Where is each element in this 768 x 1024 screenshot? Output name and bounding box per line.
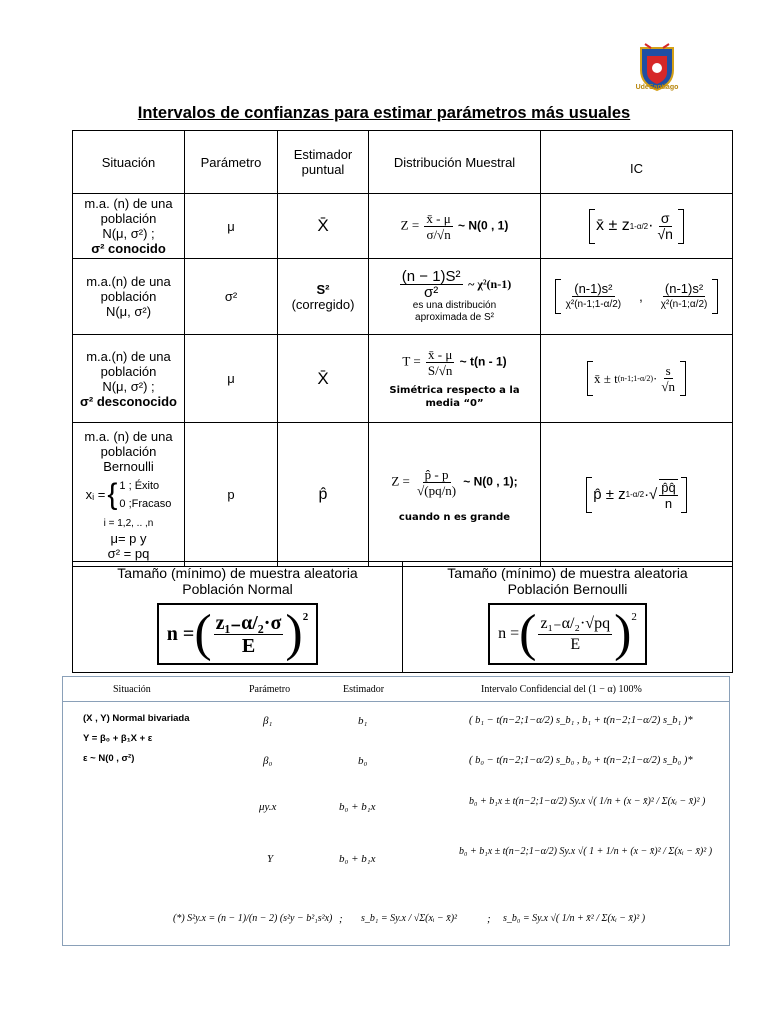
regression-estimator: b₁ (358, 715, 368, 727)
section-title: Tamaño (mínimo) de muestra aleatoria (117, 565, 358, 581)
brace-icon: { (107, 478, 118, 511)
situation-line: μ= p y (110, 530, 147, 546)
formula-exponent: 2 (631, 611, 637, 623)
parameter-cell: p (185, 423, 278, 567)
section-title: Tamaño (mínimo) de muestra aleatoria (447, 565, 688, 581)
footnote-separator: ; (487, 913, 491, 925)
table-row (73, 194, 733, 259)
regression-param: β₀ (263, 755, 273, 767)
footnote-sb1: s_b₁ = Sy.x / √Σ(xᵢ − x̄)² (361, 913, 458, 924)
table-row (73, 423, 733, 567)
fraction-numerator: p̂ - p (424, 466, 449, 482)
situation-line: población (100, 289, 157, 304)
situation-line: σ² conocido (91, 241, 166, 256)
situation-line: N(μ, σ²) ; (102, 226, 155, 241)
indicator-label: xᵢ = (85, 487, 106, 502)
fraction-denominator: √(pq/n) (417, 482, 457, 498)
ic-separator: , (639, 289, 643, 304)
regression-param: μy.x (259, 801, 277, 813)
situation-line: σ² desconocido (79, 393, 177, 409)
ic-left: x̄ ± t (593, 370, 618, 386)
distribution-cell (369, 335, 541, 423)
ic-expression: x̄ ± t (n-1;1-α/2) · $\frac{s}{√n}$ (587, 361, 686, 396)
situation-cell (73, 423, 185, 567)
distribution-note: cuando n es grande (398, 511, 511, 523)
fraction-denominator: S/√n (427, 363, 453, 378)
distribution-label: Z = (391, 472, 410, 488)
footnote-sb0: s_b₀ = Sy.x √( 1/n + x̄² / Σ(xᵢ − x̄)² ) (503, 913, 646, 924)
ic-fraction (659, 479, 677, 511)
regression-interval: ( b₁ − t(n−2;1−α/2) s_b₁ , b₁ + t(n−2;1−α/2) s_b₁ )* (469, 715, 693, 726)
footnote-separator: ; (339, 913, 343, 925)
ic-fraction-lower (564, 281, 623, 312)
distribution-fraction (424, 211, 452, 242)
parameter-cell: μ (185, 335, 278, 423)
parameter-cell: μ (185, 194, 278, 259)
situation-cell (73, 335, 185, 423)
sample-size-formula: n = ( $\frac{\text{z₁₋α/₂·σ}}{E}$ ) 2 (157, 603, 318, 665)
indicator-definition (76, 477, 181, 513)
fraction-denominator: χ²(n-1;1-α/2) (565, 299, 622, 310)
formula-lhs: n = (498, 625, 520, 642)
parameter-cell: σ² (185, 259, 278, 335)
fraction-numerator: p̂q̂ (661, 479, 676, 495)
distribution-fraction (426, 347, 454, 378)
situation-line: m.a. (n) de una (84, 428, 173, 444)
ic-left: p̂ ± z (593, 486, 626, 503)
ic-expression (555, 279, 719, 314)
distribution-law: ~ N(0 , 1); (463, 473, 518, 488)
ic-expression: x̄ ± z 1-α/2 · $\frac{\sigma}{√n}$ (589, 209, 684, 244)
fraction-numerator: σ (660, 209, 670, 226)
ic-subscript: 1-α/2 (629, 221, 649, 231)
distribution-cell (369, 194, 541, 259)
distribution-label: Z = (400, 216, 420, 232)
distribution-law: ~ t(n - 1) (459, 354, 507, 369)
header-distribution: Distribución Muestral (369, 131, 541, 194)
situation-line: m.a.(n) de una (86, 274, 171, 289)
distribution-law: ~ χ²(n-1) (468, 276, 512, 291)
sample-size-normal (73, 562, 403, 673)
situation-line: m.a.(n) de una (86, 348, 171, 364)
ic-cell (541, 259, 733, 335)
fraction-numerator: x̄ - μ (426, 210, 451, 226)
fraction-numerator: x̄ - μ (427, 347, 453, 362)
situation-line: población (100, 363, 157, 379)
regression-estimator: b₀ + b₁x (339, 853, 376, 865)
fraction-numerator: (n − 1)S² (401, 268, 461, 285)
fraction-denominator: √n (661, 379, 676, 394)
section-subtitle: Población Bernoulli (507, 581, 628, 597)
estimator-cell: X̄ (278, 335, 369, 423)
distribution-fraction (415, 467, 458, 498)
fraction-denominator: E (241, 634, 256, 657)
distribution-label: T = (402, 353, 421, 369)
situation-line: población (100, 211, 157, 226)
sample-size-table (72, 561, 733, 673)
fraction-denominator: σ/√n (426, 226, 451, 242)
distribution-cell (369, 259, 541, 335)
ic-subscript: (n-1;1-α/2) (617, 374, 654, 383)
regression-table (62, 676, 730, 946)
regression-interval: b₀ + b₁x ± t(n−2;1−α/2) Sy.x √( 1/n + (x − x̄)² / Σ(xᵢ − x̄)² ) (469, 796, 706, 807)
formula-fraction (538, 614, 612, 655)
formula-lhs: n = (166, 623, 195, 645)
estimator-cell: X̄ (278, 194, 369, 259)
regression-interval: ( b₀ − t(n−2;1−α/2) s_b₀ , b₀ + t(n−2;1−α/2) s_b₀ )* (469, 755, 693, 766)
regression-estimator: b₀ + b₁x (339, 801, 376, 813)
confidence-interval-table (72, 130, 733, 567)
distribution-note: Simétrica respecto a la media “0” (389, 385, 520, 409)
ic-left: x̄ ± z (596, 217, 630, 234)
indicator-case: 0 ;Fracaso (119, 497, 172, 510)
ic-cell (541, 194, 733, 259)
situation-line: N(μ, σ²) (105, 304, 152, 319)
regression-header (63, 677, 729, 702)
regression-situation-line: Y = β₀ + β₁X + ε (83, 733, 153, 744)
fraction-numerator: (n-1)s² (664, 281, 704, 296)
fraction-numerator: (n-1)s² (574, 281, 613, 296)
fraction-denominator: E (570, 635, 581, 653)
section-subtitle: Población Normal (182, 581, 293, 597)
table-header-row (73, 131, 733, 194)
situation-line: N(μ, σ²) ; (102, 378, 155, 394)
distribution-law: ~ N(0 , 1) (457, 217, 509, 232)
regression-param: β₁ (263, 715, 273, 727)
situation-line: i = 1,2, .. ,n (103, 517, 154, 529)
situation-cell (73, 259, 185, 335)
ic-fraction (655, 211, 674, 242)
regression-situation-line: ε ~ N(0 , σ²) (83, 753, 135, 764)
estimator-cell: p̂ (278, 423, 369, 567)
header-interval: Intervalo Confidencial del (1 − α) 100% (481, 684, 642, 695)
header-parameter: Parámetro (185, 131, 278, 194)
ic-cell (541, 423, 733, 567)
formula-exponent: 2 (302, 611, 309, 623)
estimator-cell (278, 259, 369, 335)
header-estimator: Estimador (343, 684, 385, 695)
situation-cell (73, 194, 185, 259)
situation-line: población (100, 443, 157, 459)
distribution-fraction (400, 269, 463, 300)
ic-cell (541, 335, 733, 423)
situation-line: Bernoulli (103, 458, 154, 474)
regression-situation-line: (X , Y) Normal bivariada (83, 713, 190, 724)
estimator-note: (corregido) (291, 296, 355, 312)
table-row (73, 259, 733, 335)
regression-interval: b₀ + b₁x ± t(n−2;1−α/2) Sy.x √( 1 + 1/n + (x − x̄)² / Σ(xᵢ − x̄)² ) (459, 846, 713, 857)
fraction-denominator: √n (657, 225, 673, 242)
footnote-syx: (*) S²y.x = (n − 1)/(n − 2) (s²y − b²₁s²x) (173, 913, 333, 924)
logo-text: UdeSantiago (635, 84, 679, 91)
header-parameter: Parámetro (249, 684, 291, 695)
fraction-numerator: z₁₋α/₂·σ (215, 611, 282, 634)
distribution-note: es una distribución aproximada de S² (412, 300, 497, 323)
estimator-value: S² (316, 281, 330, 297)
page-title: Intervalos de confianzas para estimar parámetros más usuales (137, 104, 631, 122)
regression-estimator: b₀ (358, 755, 368, 767)
sample-size-formula: n = ( $\frac{\text{z₁₋α/₂·√pq}}{E}$ ) 2 (488, 603, 647, 665)
ic-fraction (659, 363, 677, 394)
sample-size-bernoulli (403, 562, 733, 673)
regression-param: Y (267, 853, 274, 865)
indicator-case: 1 ; Éxito (119, 479, 160, 492)
header-situation: Situación (73, 131, 185, 194)
situation-line: m.a. (n) de una (84, 196, 173, 211)
ic-expression: p̂ ± z 1-α/2 ·√ $\frac{p̂q̂}{n}$ (586, 477, 687, 513)
fraction-denominator: σ² (424, 284, 439, 301)
fraction-numerator: s (665, 363, 671, 378)
fraction-denominator: n (664, 495, 673, 511)
fraction-numerator: z₁₋α/₂·√pq (538, 614, 612, 635)
table-row (73, 335, 733, 423)
header-estimator: Estimador puntual (278, 131, 369, 194)
header-ic: IC (541, 131, 733, 194)
formula-fraction (214, 612, 284, 657)
situation-line: σ² = pq (107, 545, 150, 561)
header-situation: Situación (113, 684, 151, 695)
distribution-cell (369, 423, 541, 567)
ic-subscript: 1-α/2 (625, 490, 645, 499)
fraction-denominator: χ²(n-1;α/2) (660, 299, 708, 310)
ic-fraction-upper (659, 281, 710, 312)
